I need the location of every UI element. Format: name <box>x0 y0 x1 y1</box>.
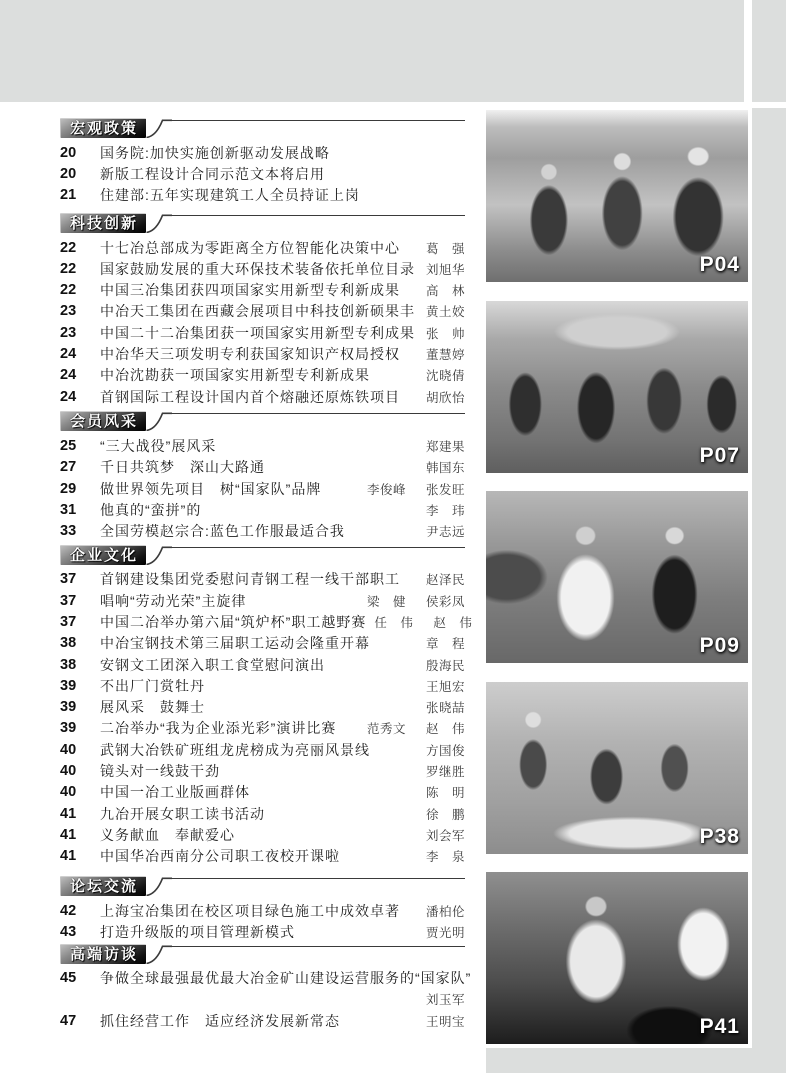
photo-thumbnail <box>486 301 748 473</box>
toc-entry <box>60 782 465 803</box>
entry-title: 国务院:加快实施创新驱动发展战略 <box>100 144 330 161</box>
section-title: 企业文化 <box>60 545 146 565</box>
top-gray-band-corner <box>752 0 786 102</box>
toc-entry <box>60 697 465 718</box>
section-header <box>60 944 465 964</box>
entry-authors <box>367 719 465 737</box>
toc-entry <box>60 142 465 163</box>
toc-entry <box>60 478 465 499</box>
entry-author: 沈晓倩 <box>425 368 465 384</box>
entry-author: 赵泽民 <box>425 572 465 588</box>
toc-entry <box>60 1010 465 1031</box>
photo-page-label: P38 <box>699 824 740 848</box>
toc-entry <box>60 435 465 456</box>
toc-entry <box>60 520 465 541</box>
entry-page-number: 33 <box>60 523 77 540</box>
toc-entry <box>60 900 465 921</box>
toc-entry <box>60 569 465 590</box>
toc-entry <box>60 921 465 942</box>
entry-title: “三大战役”展风采 <box>100 437 217 454</box>
entry-title: 上海宝冶集团在校区项目绿色施工中成效卓著 <box>100 902 400 919</box>
entry-authors <box>374 613 472 631</box>
toc-entry <box>60 739 465 760</box>
section-entries <box>60 569 473 867</box>
entry-author: 陈 明 <box>425 785 465 801</box>
photo-thumbnail <box>486 872 748 1044</box>
entry-page-number: 39 <box>60 677 77 694</box>
toc-entry <box>60 654 465 675</box>
entry-authors <box>426 783 465 801</box>
section-title: 会员风采 <box>60 411 146 431</box>
entry-page-number: 41 <box>60 848 77 865</box>
entry-title: 中国三冶集团获四项国家实用新型专利新成果 <box>100 282 400 299</box>
photo-thumbnail <box>486 491 748 663</box>
entry-title: 中国二冶举办第六届“筑炉杯”职工越野赛 <box>100 613 367 630</box>
entry-title: 首钢建设集团党委慰问青钢工程一线干部职工 <box>100 571 400 588</box>
entry-title: 展风采 鼓舞士 <box>100 699 205 716</box>
section-header <box>60 411 465 431</box>
toc-entry <box>60 803 465 824</box>
toc-section <box>60 944 472 1032</box>
entry-author: 徐 鹏 <box>425 806 465 822</box>
toc-entry <box>60 824 465 845</box>
entry-authors <box>426 388 465 406</box>
entry-page-number: 40 <box>60 763 77 780</box>
entry-page-number: 37 <box>60 613 77 630</box>
entry-author: 李俊峰 <box>366 481 406 497</box>
entry-authors <box>426 345 465 363</box>
section-entries <box>60 142 465 206</box>
toc-section <box>60 876 465 943</box>
section-header-line <box>172 547 465 548</box>
toc-entry <box>60 499 465 520</box>
section-entries <box>60 237 465 407</box>
entry-author: 张 帅 <box>425 325 465 341</box>
section-title: 科技创新 <box>60 213 146 233</box>
toc-entry <box>60 386 465 407</box>
entry-authors <box>426 366 465 384</box>
entry-title: 国家鼓励发展的重大环保技术装备依托单位目录 <box>100 260 415 277</box>
entry-authors <box>426 677 465 695</box>
section-header-line <box>172 120 465 121</box>
entry-authors <box>426 501 465 519</box>
entry-title: 九冶开展女职工读书活动 <box>100 805 265 822</box>
toc-entry <box>60 343 465 364</box>
photo-thumbnail <box>486 682 748 854</box>
section-header <box>60 545 465 565</box>
entry-title: 中冶天工集团在西藏会展项目中科技创新硕果丰 <box>100 303 415 320</box>
entry-page-number: 22 <box>60 239 77 256</box>
entry-authors <box>426 902 465 920</box>
toc-entry-author-line <box>60 989 465 1010</box>
entry-title: 全国劳模赵宗合:蓝色工作服最适合我 <box>100 523 345 540</box>
entry-title: 唱响“劳动光荣”主旋律 <box>100 592 247 609</box>
toc-entry <box>60 365 465 386</box>
toc-entry <box>60 237 465 258</box>
entry-authors <box>426 762 465 780</box>
section-header <box>60 213 465 233</box>
entry-title: 义务献血 奉献爱心 <box>100 826 235 843</box>
entry-authors <box>426 634 465 652</box>
photo-thumbnail <box>486 110 748 282</box>
entry-authors <box>426 239 465 257</box>
entry-title: 不出厂门赏牡丹 <box>100 677 205 694</box>
entry-page-number: 45 <box>60 970 77 987</box>
entry-title: 二冶举办“我为企业添光彩”演讲比赛 <box>100 720 337 737</box>
entry-page-number: 29 <box>60 480 77 497</box>
entry-page-number: 37 <box>60 571 77 588</box>
entry-page-number: 24 <box>60 388 77 405</box>
toc-section <box>60 411 465 541</box>
entry-page-number: 37 <box>60 592 77 609</box>
entry-authors <box>426 826 465 844</box>
toc-entry <box>60 675 465 696</box>
entry-author: 胡欣怡 <box>425 389 465 405</box>
entry-author: 刘玉军 <box>425 992 465 1008</box>
entry-author: 高 林 <box>425 283 465 299</box>
entry-title: 中冶沈勘获一项国家实用新型专利新成果 <box>100 367 370 384</box>
toc-section <box>60 545 473 867</box>
section-header-swoosh-icon <box>146 876 172 896</box>
entry-title: 十七冶总部成为零距离全方位智能化决策中心 <box>100 239 400 256</box>
entry-title: 中冶宝钢技术第三届职工运动会隆重开幕 <box>100 635 370 652</box>
entry-author: 章 程 <box>425 636 465 652</box>
entry-page-number: 23 <box>60 324 77 341</box>
entry-authors <box>426 656 465 674</box>
entry-title: 抓住经营工作 适应经济发展新常态 <box>100 1012 340 1029</box>
entry-authors <box>426 437 465 455</box>
toc-entry <box>60 258 465 279</box>
entry-author: 刘旭华 <box>425 261 465 277</box>
toc-entry <box>60 322 465 343</box>
entry-title: 做世界领先项目 树“国家队”品牌 <box>100 480 322 497</box>
right-gray-strip <box>752 108 786 1073</box>
entry-authors <box>426 1012 465 1030</box>
entry-author: 张发旺 <box>425 481 465 497</box>
section-header-swoosh-icon <box>146 213 172 233</box>
entry-title: 新版工程设计合同示范文本将启用 <box>100 165 325 182</box>
entry-author: 范秀文 <box>366 721 406 737</box>
entry-author: 尹志远 <box>425 524 465 540</box>
section-header-line <box>172 946 465 947</box>
entry-page-number: 24 <box>60 346 77 363</box>
toc-entry <box>60 611 473 632</box>
toc-entry <box>60 590 465 611</box>
entry-page-number: 43 <box>60 923 77 940</box>
photo-page-label: P09 <box>699 634 740 658</box>
entry-page-number: 38 <box>60 656 77 673</box>
entry-page-number: 24 <box>60 367 77 384</box>
entry-authors <box>426 260 465 278</box>
entry-page-number: 23 <box>60 303 77 320</box>
entry-author: 张晓喆 <box>425 700 465 716</box>
entry-author: 葛 强 <box>425 240 465 256</box>
photo-page-label: P41 <box>699 1015 740 1039</box>
entry-author: 李 玮 <box>425 502 465 518</box>
entry-page-number: 47 <box>60 1012 77 1029</box>
entry-title: 他真的“蛮拼”的 <box>100 501 202 518</box>
entry-authors <box>426 805 465 823</box>
entry-title: 安钢文工团深入职工食堂慰问演出 <box>100 656 325 673</box>
top-gray-band <box>0 0 744 102</box>
section-header-swoosh-icon <box>146 411 172 431</box>
entry-authors <box>426 458 465 476</box>
toc-section <box>60 213 465 407</box>
entry-title: 镜头对一线鼓干劲 <box>100 763 220 780</box>
toc <box>60 112 473 1031</box>
entry-page-number: 27 <box>60 459 77 476</box>
entry-authors <box>426 522 465 540</box>
entry-author: 董慧婷 <box>425 347 465 363</box>
entry-authors <box>426 570 465 588</box>
entry-author: 罗继胜 <box>425 764 465 780</box>
entry-page-number: 20 <box>60 165 77 182</box>
toc-entry <box>60 457 465 478</box>
entry-page-number: 25 <box>60 437 77 454</box>
entry-author: 王旭宏 <box>425 678 465 694</box>
entry-page-number: 31 <box>60 501 77 518</box>
section-header-line <box>172 878 465 879</box>
entry-author: 殷海民 <box>425 657 465 673</box>
entry-page-number: 40 <box>60 741 77 758</box>
entry-author: 梁 健 <box>366 593 406 609</box>
entry-author: 方国俊 <box>425 742 465 758</box>
entry-author: 赵 伟 <box>425 721 465 737</box>
entry-title: 中国二十二冶集团获一项国家实用新型专利成果 <box>100 324 415 341</box>
entry-title: 争做全球最强最优最大冶金矿山建设运营服务的“国家队” <box>100 970 472 987</box>
section-title: 高端访谈 <box>60 944 146 964</box>
entry-page-number: 20 <box>60 144 77 161</box>
section-header-line <box>172 413 465 414</box>
section-header-swoosh-icon <box>146 944 172 964</box>
entry-author: 韩国东 <box>425 460 465 476</box>
entry-authors <box>426 741 465 759</box>
entry-authors <box>367 480 465 498</box>
entry-author: 贾光明 <box>425 924 465 940</box>
photos-column <box>486 110 748 1063</box>
toc-entry <box>60 301 465 322</box>
entry-authors <box>426 281 465 299</box>
entry-page-number: 22 <box>60 260 77 277</box>
toc-entry <box>60 968 472 989</box>
entry-page-number: 41 <box>60 805 77 822</box>
entry-author: 刘会军 <box>425 827 465 843</box>
entry-author: 任 伟 <box>374 614 414 630</box>
entry-author: 黄土姣 <box>425 304 465 320</box>
entry-title: 住建部:五年实现建筑工人全员持证上岗 <box>100 187 360 204</box>
entry-authors <box>426 923 465 941</box>
toc-section <box>60 118 465 206</box>
entry-authors <box>426 698 465 716</box>
entry-page-number: 38 <box>60 635 77 652</box>
entry-author: 赵 伟 <box>433 614 473 630</box>
entry-author: 潘柏伦 <box>425 903 465 919</box>
entry-page-number: 39 <box>60 720 77 737</box>
entry-title: 中国华冶西南分公司职工夜校开课啦 <box>100 848 340 865</box>
section-title: 论坛交流 <box>60 876 146 896</box>
toc-entry <box>60 633 465 654</box>
entry-authors <box>426 302 465 320</box>
photo-page-label: P07 <box>699 443 740 467</box>
section-entries <box>60 435 465 541</box>
section-title: 宏观政策 <box>60 118 146 138</box>
section-header <box>60 118 465 138</box>
entry-page-number: 22 <box>60 282 77 299</box>
section-header-line <box>172 215 465 216</box>
entry-page-number: 21 <box>60 187 77 204</box>
entry-authors <box>367 592 465 610</box>
toc-entry <box>60 718 465 739</box>
toc-entry <box>60 163 465 184</box>
entry-title: 打造升级版的项目管理新模式 <box>100 923 295 940</box>
section-entries <box>60 900 465 943</box>
toc-entry <box>60 279 465 300</box>
entry-title: 首钢国际工程设计国内首个熔融还原炼铁项目 <box>100 388 400 405</box>
entry-page-number: 41 <box>60 826 77 843</box>
section-header-swoosh-icon <box>146 118 172 138</box>
entry-page-number: 40 <box>60 784 77 801</box>
entry-title: 中国一冶工业版画群体 <box>100 784 250 801</box>
toc-entry <box>60 846 465 867</box>
entry-title: 千日共筑梦 深山大路通 <box>100 459 265 476</box>
entry-title: 中冶华天三项发明专利获国家知识产权局授权 <box>100 346 400 363</box>
section-header-swoosh-icon <box>146 545 172 565</box>
entry-title: 武钢大冶铁矿班组龙虎榜成为亮丽风景线 <box>100 741 370 758</box>
toc-entry <box>60 185 465 206</box>
entry-page-number: 39 <box>60 699 77 716</box>
photo-page-label: P04 <box>699 253 740 276</box>
section-entries <box>60 968 472 1032</box>
entry-authors <box>426 847 465 865</box>
entry-author: 王明宝 <box>425 1013 465 1029</box>
entry-authors <box>426 990 465 1008</box>
section-header <box>60 876 465 896</box>
entry-author: 侯彩凤 <box>425 593 465 609</box>
entry-authors <box>426 324 465 342</box>
toc-entry <box>60 760 465 781</box>
entry-page-number: 42 <box>60 902 77 919</box>
entry-author: 李 泉 <box>425 849 465 865</box>
entry-author: 郑建果 <box>425 438 465 454</box>
